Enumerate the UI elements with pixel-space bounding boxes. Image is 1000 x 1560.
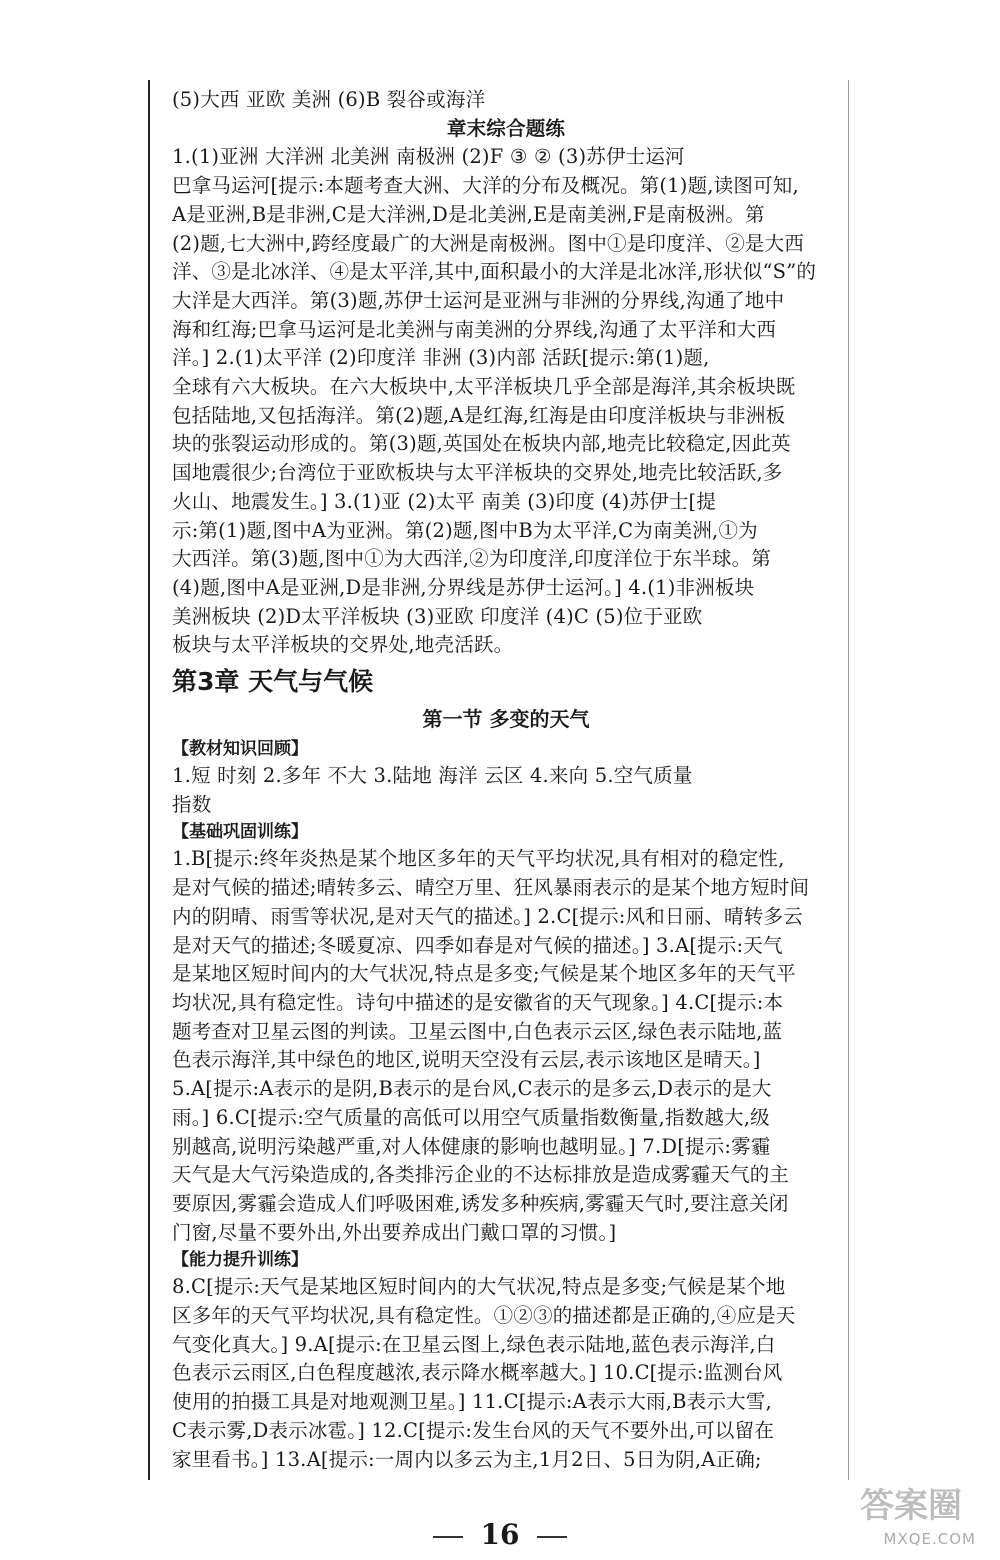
text-line: 块的张裂运动形成的。第(3)题,英国处在板块内部,地壳比较稳定,因此英 [172, 432, 791, 456]
text-line: 天气是大气污染造成的,各类排污企业的不达标排放是造成雾霾天气的主 [172, 1163, 790, 1187]
text-line: 1.(1)亚洲 大洋洲 北美洲 南极洲 (2)F ③ ② (3)苏伊士运河 [172, 145, 685, 169]
dash-left [433, 1536, 463, 1538]
text-line: 1.B[提示:终年炎热是某个地区多年的天气平均状况,具有相对的稳定性, [172, 847, 785, 871]
heading-review: 章末综合题练 [446, 116, 566, 140]
section-title: 第一节 多变的天气 [422, 707, 590, 732]
text-line: 1.短 时刻 2.多年 不大 3.陆地 海洋 云区 4.来向 5.空气质量 [172, 764, 693, 788]
right-margin-rule [848, 80, 849, 1480]
text-line: 美洲板块 (2)D太平洋板块 (3)亚欧 印度洋 (4)C (5)位于亚欧 [172, 604, 703, 628]
review-block [172, 143, 840, 660]
text-line: C表示雾,D表示冰雹。] 12.C[提示:发生台风的天气不要外出,可以留在 [172, 1418, 775, 1442]
text-line: 全球有六大板块。在六大板块中,太平洋板块几乎全部是海洋,其余板块既 [172, 375, 796, 399]
text-line: 洋、③是北冰洋、④是太平洋,其中,面积最小的大洋是北冰洋,形状似“S”的 [172, 260, 817, 284]
text-line: 雨。] 6.C[提示:空气质量的高低可以用空气质量指数衡量,指数越大,级 [172, 1105, 770, 1129]
text-line: 使用的拍摄工具是对地观测卫星。] 11.C[提示:A表示大雨,B表示大雪, [172, 1390, 772, 1414]
dash-right [537, 1536, 567, 1538]
left-margin-rule [148, 80, 150, 1480]
text-line: 指数 [172, 792, 212, 816]
text-line: 大洋是大西洋。第(3)题,苏伊士运河是亚洲与非洲的分界线,沟通了地中 [172, 288, 785, 312]
watermark-url: MXQE.COM [883, 1530, 976, 1548]
text-line: 国地震很少;台湾位于亚欧板块与太平洋板块的交界处,地壳比较活跃,多 [172, 461, 783, 485]
text-line: 门窗,尽量不要外出,外出要养成出门戴口罩的习惯。] [172, 1220, 617, 1244]
label-knowledge-review: 【教材知识回顾】 [172, 739, 308, 760]
text-line: 区多年的天气平均状况,具有稳定性。①②③的描述都是正确的,④应是天 [172, 1304, 796, 1328]
answer-content [172, 86, 840, 1474]
text-line: (2)题,七大洲中,跨经度最广的大洲是南极洲。图中①是印度洋、②是大西 [172, 231, 805, 255]
page-number-text: 16 [480, 1518, 520, 1551]
watermark-chars: 答案圈 [860, 1486, 962, 1526]
text-line: (5)大西 亚欧 美洲 (6)B 裂谷或海洋 [172, 88, 486, 111]
text-line: 示:第(1)题,图中A为亚洲。第(2)题,图中B为太平洋,C为南美洲,①为 [172, 518, 758, 542]
text-line: 海和红海;巴拿马运河是北美洲与南美洲的分界线,沟通了太平洋和大西 [172, 317, 777, 341]
text-line: 色表示海洋,其中绿色的地区,说明天空没有云层,表示该地区是晴天。] [172, 1048, 761, 1072]
text-line: 洋。] 2.(1)太平洋 (2)印度洋 非洲 (3)内部 活跃[提示:第(1)题, [172, 346, 710, 370]
text-line: 板块与太平洋板块的交界处,地壳活跃。 [172, 633, 514, 657]
chapter-title: 第3章 天气与气候 [172, 667, 374, 697]
text-line: 8.C[提示:天气是某地区短时间内的大气状况,特点是多变;气候是某个地 [172, 1275, 786, 1299]
text-line: (4)题,图中A是亚洲,D是非洲,分界线是苏伊士运河。] 4.(1)非洲板块 [172, 575, 755, 599]
text-line: A是亚洲,B是非洲,C是大洋洲,D是北美洲,E是南美洲,F是南极洲。第 [172, 202, 765, 226]
text-line: 包括陆地,又包括海洋。第(2)题,A是红海,红海是由印度洋板块与非洲板 [172, 403, 786, 427]
text-line: 巴拿马运河[提示:本题考查大洲、大洋的分布及概况。第(1)题,读图可知, [172, 174, 799, 198]
text-line: 是对天气的描述;冬暖夏凉、四季如春是对气候的描述。] 3.A[提示:天气 [172, 933, 783, 957]
text-line: 大西洋。第(3)题,图中①为大西洋,②为印度洋,印度洋位于东半球。第 [172, 547, 772, 571]
text-line: 别越高,说明污染越严重,对人体健康的影响也越明显。] 7.D[提示:雾霾 [172, 1134, 771, 1158]
text-line: 家里看书。] 13.A[提示:一周内以多云为主,1月2日、5日为阴,A正确; [172, 1447, 762, 1471]
text-line: 色表示云雨区,白色程度越浓,表示降水概率越大。] 10.C[提示:监测台风 [172, 1361, 783, 1385]
text-line: 内的阴晴、雨雪等状况,是对天气的描述。] 2.C[提示:风和日丽、晴转多云 [172, 904, 803, 928]
label-basic-training: 【基础巩固训练】 [172, 822, 308, 843]
watermark-logo [814, 1478, 982, 1548]
text-line: 气变化真大。] 9.A[提示:在卫星云图上,绿色表示陆地,蓝色表示海洋,白 [172, 1332, 776, 1356]
text-line: 题考查对卫星云图的判读。卫星云图中,白色表示云区,绿色表示陆地,蓝 [172, 1019, 783, 1043]
label-advance-training: 【能力提升训练】 [172, 1250, 308, 1271]
text-line: 要原因,雾霾会造成人们呼吸困难,诱发多种疾病,雾霾天气时,要注意关闭 [172, 1191, 789, 1215]
text-line: 5.A[提示:A表示的是阴,B表示的是台风,C表示的是多云,D表示的是大 [172, 1077, 772, 1101]
text-line: 是某地区短时间内的大气状况,特点是多变;气候是某个地区多年的天气平 [172, 962, 796, 986]
text-line: 火山、地震发生。] 3.(1)亚 (2)太平 南美 (3)印度 (4)苏伊士[提 [172, 489, 717, 513]
advance-block [172, 1273, 840, 1474]
text-line: 是对气候的描述;晴转多云、晴空万里、狂风暴雨表示的是某个地方短时间 [172, 876, 810, 900]
text-line: 均状况,具有稳定性。诗句中描述的是安徽省的天气现象。] 4.C[提示:本 [172, 990, 784, 1014]
basic-block [172, 845, 840, 1247]
